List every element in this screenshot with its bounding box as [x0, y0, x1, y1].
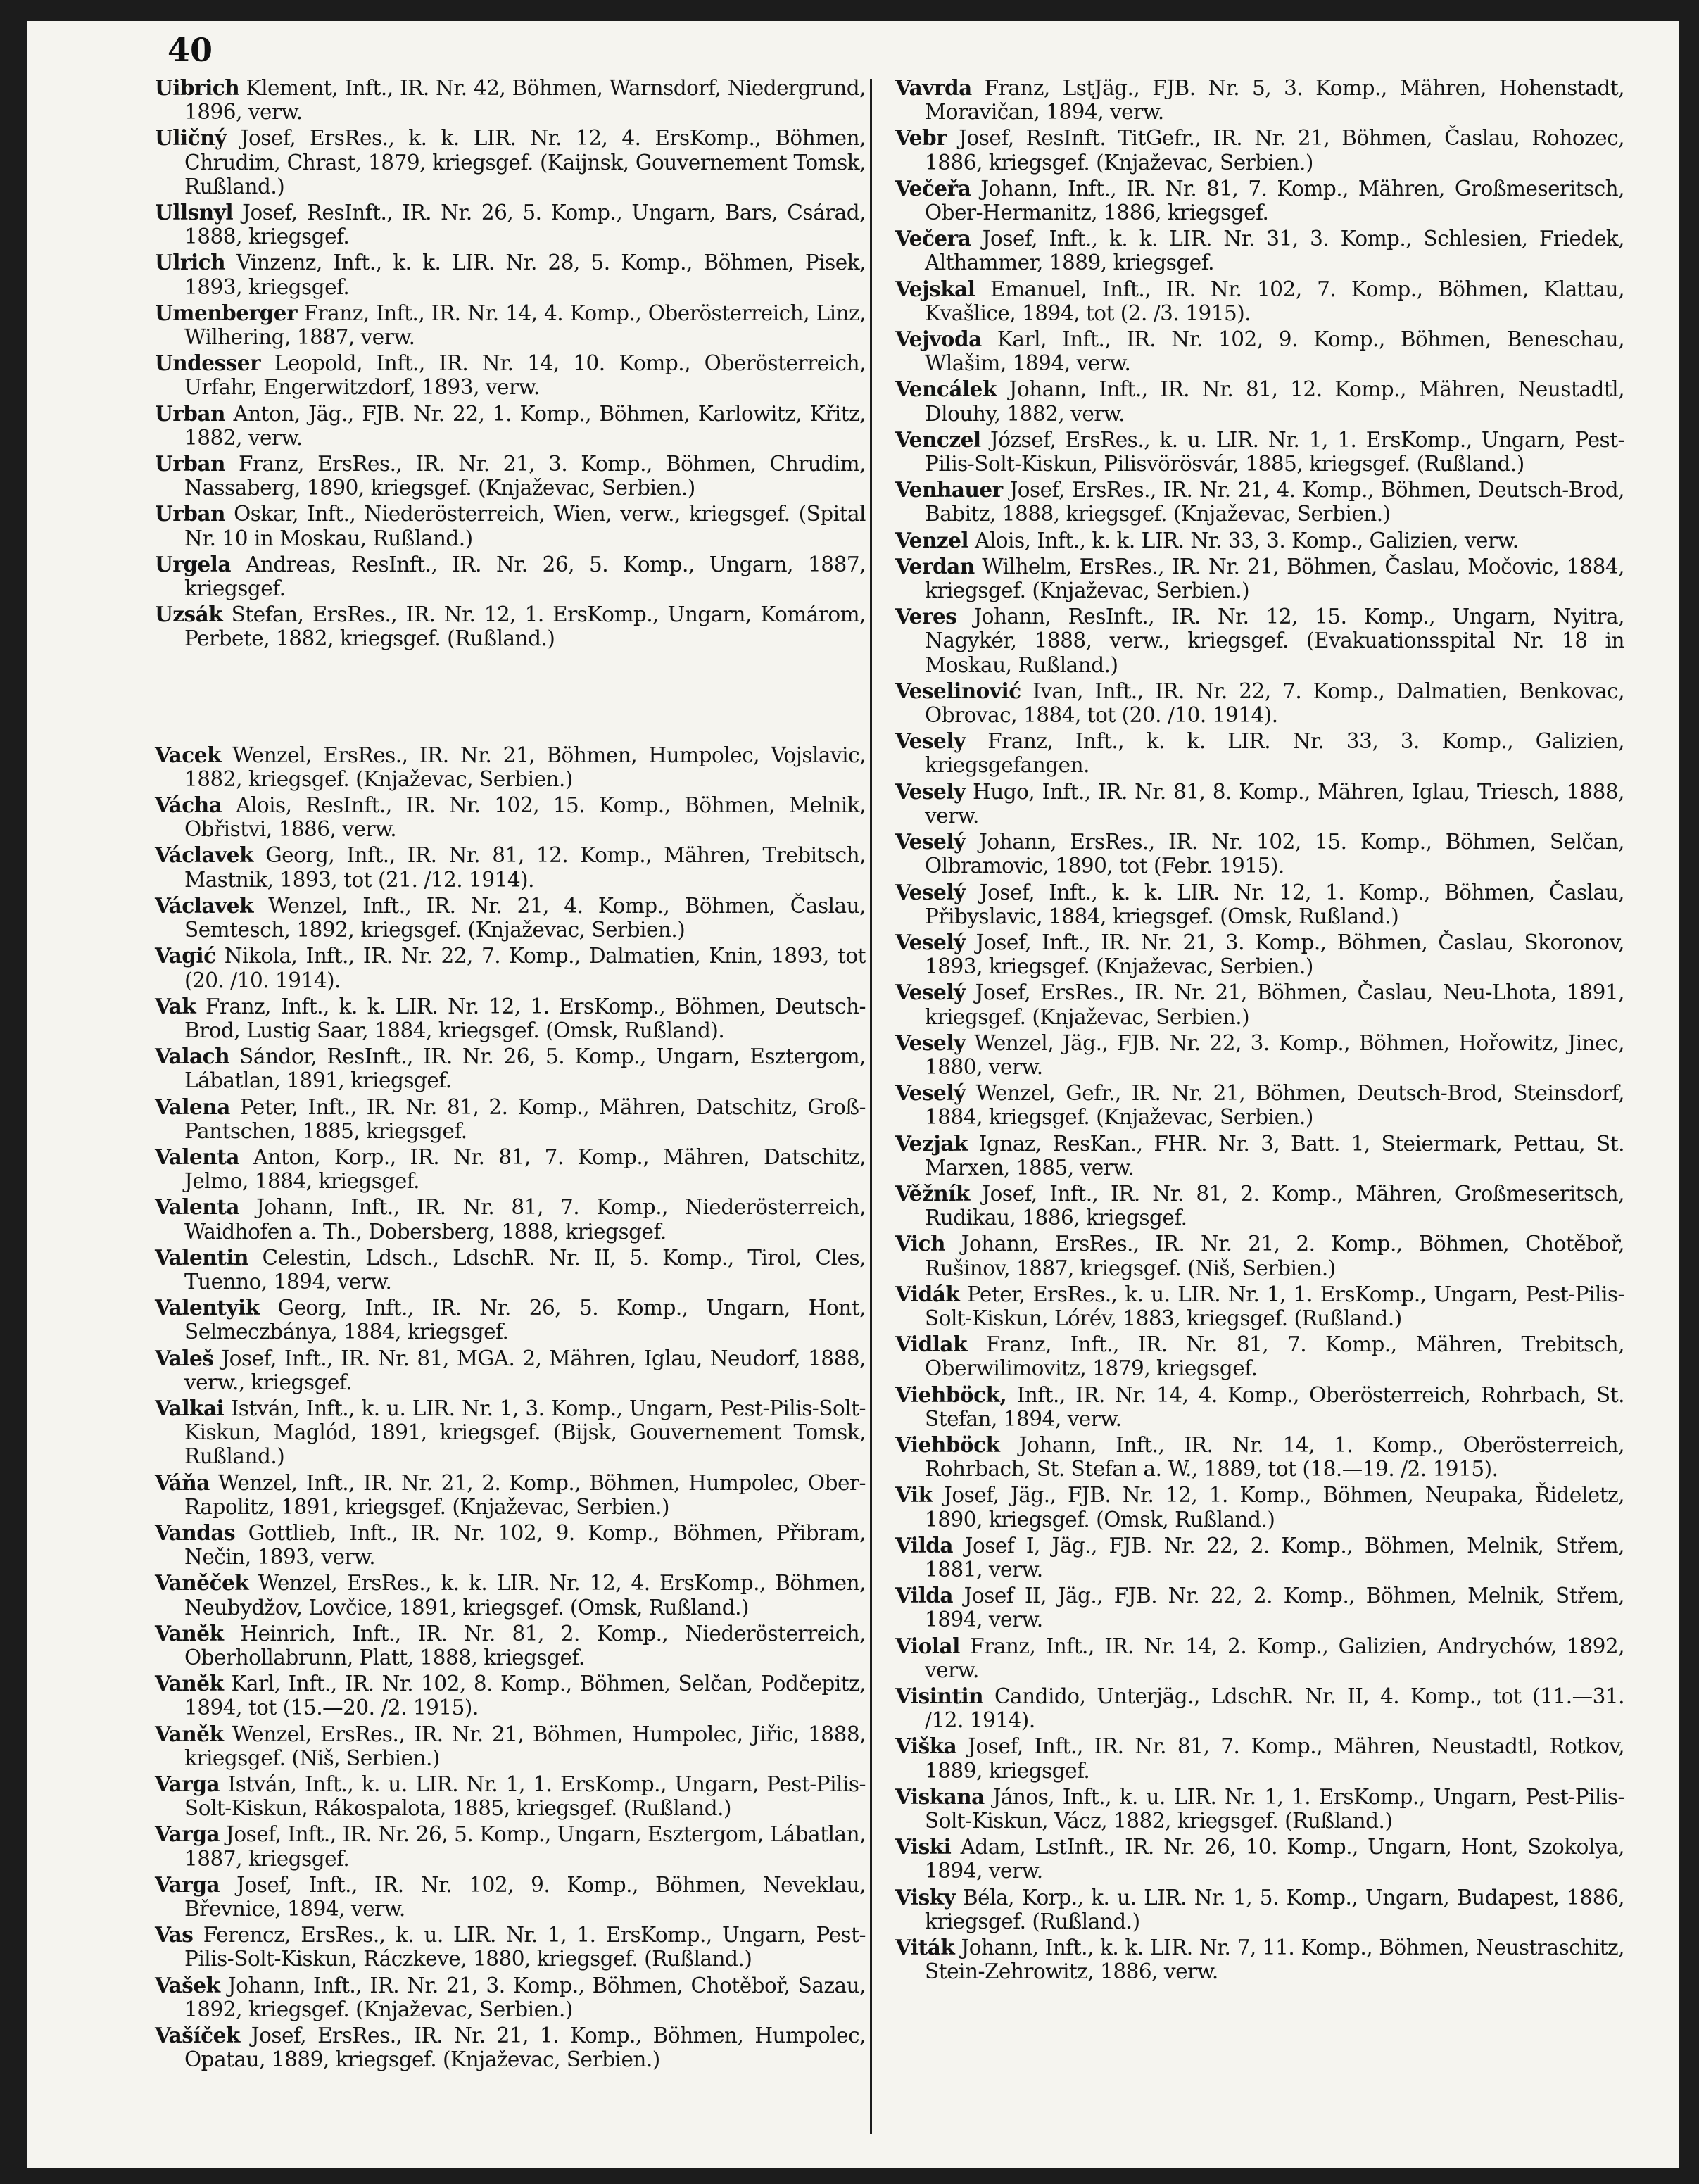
list-entry — [155, 1722, 866, 1770]
list-entry — [155, 1672, 866, 1719]
entry-surname: Vidlak — [895, 1332, 967, 1357]
entry-surname: Violal — [895, 1633, 960, 1658]
entry-details: Josef, Inft., k. k. LIR. Nr. 31, 3. Komp., Schlesien, Friedek, Althammer, 1889, kriegsgef. — [925, 227, 1624, 275]
entry-details: Franz, Inft., IR. Nr. 14, 2. Komp., Galizien, Andrychów, 1892, verw. — [925, 1634, 1624, 1682]
list-entry — [895, 1031, 1624, 1079]
list-entry — [155, 1145, 866, 1193]
entry-details: Anton, Jäg., FJB. Nr. 22, 1. Komp., Böhmen, Karlowitz, Křitz, 1882, verw. — [184, 401, 866, 450]
entry-details: József, ErsRes., k. u. LIR. Nr. 1, 1. ErsKomp., Ungarn, Pest-Pilis-Solt-Kiskun, Pilisvörösvár, 1885, kriegsgef. (Rußland.) — [925, 427, 1624, 476]
entry-details: Josef, ErsRes., IR. Nr. 21, 4. Komp., Böhmen, Deutsch-Brod, Babitz, 1888, kriegsgef. (Knjaževac, Serbien.) — [925, 478, 1624, 526]
entry-surname: Valentyik — [155, 1295, 260, 1320]
list-entry — [895, 227, 1624, 274]
entry-surname: Vebr — [895, 125, 947, 151]
list-entry — [155, 1772, 866, 1820]
entry-details: Emanuel, Inft., IR. Nr. 102, 7. Komp., Böhmen, Klattau, Kvašlice, 1894, tot (2. /3. 1915). — [925, 277, 1624, 325]
right-column — [895, 76, 1624, 1986]
list-entry — [155, 251, 866, 298]
list-entry — [155, 1521, 866, 1569]
entry-details: Wenzel, Gefr., IR. Nr. 21, Böhmen, Deutsch-Brod, Steinsdorf, 1884, kriegsgef. (Knjaževac, Serbien.) — [925, 1081, 1624, 1130]
list-entry — [895, 126, 1624, 174]
list-entry — [155, 894, 866, 942]
list-entry — [155, 553, 866, 600]
entry-surname: Valena — [155, 1094, 230, 1119]
list-entry — [155, 1296, 866, 1344]
entry-surname: Vaněček — [155, 1570, 249, 1596]
entry-details: Josef, Inft., IR. Nr. 102, 9. Komp., Böhmen, Neveklau, Břevnice, 1894, verw. — [184, 1872, 866, 1921]
entry-details: Wenzel, ErsRes., IR. Nr. 21, Böhmen, Humpolec, Jiřic, 1888, kriegsgef. (Niš, Serbien.) — [184, 1722, 866, 1770]
list-entry — [895, 1584, 1624, 1631]
entry-surname: Urban — [155, 501, 225, 526]
list-entry — [155, 1246, 866, 1294]
entry-surname: Valeš — [155, 1345, 214, 1370]
entry-surname: Vašek — [155, 1972, 220, 1997]
list-entry — [895, 428, 1624, 476]
list-entry — [895, 1684, 1624, 1732]
entry-surname: Ulrich — [155, 250, 226, 275]
entry-surname: Uličný — [155, 125, 227, 151]
list-entry — [895, 1835, 1624, 1883]
list-entry — [155, 502, 866, 550]
entry-details: Franz, ErsRes., IR. Nr. 21, 3. Komp., Böhmen, Chrudim, Nassaberg, 1890, kriegsgef. (Knjaževac, Serbien.) — [184, 452, 866, 500]
list-entry — [895, 478, 1624, 526]
entry-surname: Vejskal — [895, 276, 975, 301]
entry-surname: Vezjak — [895, 1130, 968, 1156]
list-entry — [895, 605, 1624, 677]
list-entry — [895, 1734, 1624, 1782]
entry-details: Wenzel, ErsRes., k. k. LIR. Nr. 12, 4. ErsKomp., Böhmen, Neubydžov, Lovčice, 1891, kriegsgef. (Omsk, Rußland.) — [184, 1571, 866, 1620]
entry-details: Karl, Inft., IR. Nr. 102, 8. Komp., Böhmen, Selčan, Podčepitz, 1894, tot (15.—20. /2. 1915). — [184, 1672, 866, 1720]
entry-surname: Uibrich — [155, 75, 240, 100]
entry-details: Josef, ErsRes., IR. Nr. 21, 1. Komp., Böhmen, Humpolec, Opatau, 1889, kriegsgef. (Knjaževac, Serbien.) — [184, 2024, 866, 2072]
list-entry — [895, 1282, 1624, 1330]
entry-details: Hugo, Inft., IR. Nr. 81, 8. Komp., Mähren, Iglau, Triesch, 1888, verw. — [925, 779, 1624, 828]
entry-surname: Uzsák — [155, 602, 223, 627]
column-divider — [870, 79, 872, 2134]
entry-surname: Verdan — [895, 553, 975, 579]
list-entry — [155, 793, 866, 841]
list-entry — [895, 1634, 1624, 1682]
list-entry — [155, 126, 866, 198]
list-entry — [895, 76, 1624, 124]
list-entry — [155, 402, 866, 450]
entry-surname: Vidák — [895, 1281, 960, 1306]
entry-details: Nikola, Inft., IR. Nr. 22, 7. Komp., Dalmatien, Knin, 1893, tot (20. /10. 1914). — [184, 944, 866, 992]
entry-surname: Valkai — [155, 1395, 225, 1420]
entry-details: Josef, Inft., IR. Nr. 26, 5. Komp., Ungarn, Esztergom, Lábatlan, 1887, kriegsgef. — [184, 1822, 866, 1871]
list-entry — [155, 1923, 866, 1971]
entry-details: Wenzel, Inft., IR. Nr. 21, 4. Komp., Böhmen, Časlau, Semtesch, 1892, kriegsgef. (Knjaževac, Serbien.) — [184, 893, 866, 942]
entry-details: Wenzel, ErsRes., IR. Nr. 21, Böhmen, Humpolec, Vojslavic, 1882, kriegsgef. (Knjaževac, Serbien.) — [184, 743, 866, 791]
list-entry — [155, 1044, 866, 1092]
list-entry — [895, 1132, 1624, 1180]
entry-surname: Václavek — [155, 892, 253, 918]
entry-surname: Veselý — [895, 1080, 966, 1106]
list-entry — [895, 327, 1624, 375]
entry-details: Adam, LstInft., IR. Nr. 26, 10. Komp., Ungarn, Hont, Szokolya, 1894, verw. — [925, 1835, 1624, 1883]
list-entry — [895, 880, 1624, 928]
list-entry — [155, 1571, 866, 1619]
entry-surname: Veselý — [895, 980, 966, 1005]
entry-details: Wenzel, Jäg., FJB. Nr. 22, 3. Komp., Böhmen, Hořowitz, Jinec, 1880, verw. — [925, 1030, 1624, 1079]
entry-surname: Vesely — [895, 1030, 966, 1055]
list-entry — [895, 1886, 1624, 1933]
entry-surname: Vagić — [155, 943, 216, 968]
entry-details: Josef II, Jäg., FJB. Nr. 22, 2. Komp., Böhmen, Melnik, Střem, 1894, verw. — [925, 1584, 1624, 1632]
entry-details: Josef, Inft., k. k. LIR. Nr. 12, 1. Komp., Böhmen, Časlau, Přibyslavic, 1884, kriegsgef. (Omsk, Rußland.) — [925, 880, 1624, 928]
entry-surname: Vandas — [155, 1520, 236, 1545]
entry-details: Josef I, Jäg., FJB. Nr. 22, 2. Komp., Böhmen, Melnik, Střem, 1881, verw. — [925, 1533, 1624, 1582]
entry-surname: Vencálek — [895, 377, 997, 402]
entry-details: Johann, Inft., IR. Nr. 14, 1. Komp., Oberösterreich, Rohrbach, St. Stefan a. W., 1889, tot (18.—19. /2. 1915). — [925, 1432, 1624, 1482]
entry-surname: Venzel — [895, 527, 969, 553]
entry-details: Georg, Inft., IR. Nr. 81, 12. Komp., Mähren, Trebitsch, Mastnik, 1893, tot (21. /12. 1914). — [184, 843, 866, 892]
entry-details: Georg, Inft., IR. Nr. 26, 5. Komp., Ungarn, Hont, Selmeczbánya, 1884, kriegsgef. — [184, 1296, 866, 1344]
entry-details: Wenzel, Inft., IR. Nr. 21, 2. Komp., Böhmen, Humpolec, Ober-Rapolitz, 1891, kriegsgef. (Knjaževac, Serbien.) — [184, 1470, 866, 1519]
list-entry — [895, 1383, 1624, 1431]
entry-surname: Viehböck — [895, 1432, 1000, 1457]
list-entry — [155, 995, 866, 1042]
list-entry — [155, 743, 866, 791]
list-entry — [895, 1232, 1624, 1280]
entry-details: Stefan, ErsRes., IR. Nr. 12, 1. ErsKomp., Ungarn, Komárom, Perbete, 1882, kriegsgef. (Rußland.) — [184, 602, 866, 651]
entry-surname: Varga — [155, 1772, 220, 1796]
entry-surname: Urban — [155, 400, 225, 426]
left-column — [155, 76, 866, 2073]
entry-surname: Urban — [155, 451, 225, 476]
list-entry — [155, 944, 866, 992]
list-entry — [895, 980, 1624, 1028]
entry-surname: Večeřa — [895, 175, 971, 201]
list-entry — [155, 1095, 866, 1143]
entry-details: Ivan, Inft., IR. Nr. 22, 7. Komp., Dalmatien, Benkovac, Obrovac, 1884, tot (20. /10. 1914). — [925, 678, 1624, 728]
entry-details: Johann, ResInft., IR. Nr. 12, 15. Komp., Ungarn, Nyitra, Nagykér, 1888, verw., kriegsgef. (Evakuationsspital Nr. 18 in Moskau, Rußland.) — [925, 605, 1624, 677]
entry-surname: Viška — [895, 1734, 957, 1759]
entry-surname: Viskana — [895, 1784, 985, 1809]
entry-details: Peter, Inft., IR. Nr. 81, 2. Komp., Mähren, Datschitz, Groß-Pantschen, 1885, kriegsgef. — [184, 1094, 866, 1143]
list-entry — [155, 843, 866, 891]
list-entry — [155, 1974, 866, 2021]
list-entry — [155, 301, 866, 349]
entry-surname: Veselý — [895, 829, 966, 854]
entry-surname: Vik — [895, 1482, 933, 1508]
entry-surname: Vavrda — [895, 75, 972, 100]
entry-surname: Urgela — [155, 551, 231, 576]
entry-surname: Valenta — [155, 1144, 239, 1169]
entry-surname: Undesser — [155, 351, 261, 376]
entry-surname: Vilda — [895, 1583, 954, 1608]
entry-details: Johann, ErsRes., IR. Nr. 21, 2. Komp., Böhmen, Chotěboř, Rušinov, 1887, kriegsgef. (Niš, Serbien.) — [925, 1232, 1624, 1280]
list-entry — [155, 2024, 866, 2071]
entry-details: Josef, Jäg., FJB. Nr. 12, 1. Komp., Böhmen, Neupaka, Řideletz, 1890, kriegsgef. (Omsk, Rußland.) — [925, 1483, 1624, 1532]
entry-surname: Varga — [155, 1871, 220, 1897]
list-entry — [155, 1622, 866, 1669]
list-entry — [155, 1873, 866, 1921]
list-entry — [895, 1182, 1624, 1230]
entry-details: Josef, Inft., IR. Nr. 81, 2. Komp., Mähren, Großmeseritsch, Rudikau, 1886, kriegsgef. — [925, 1181, 1624, 1230]
entry-surname: Varga — [155, 1822, 220, 1847]
list-entry — [895, 555, 1624, 602]
entry-details: István, Inft., k. u. LIR. Nr. 1, 1. ErsKomp., Ungarn, Pest-Pilis-Solt-Kiskun, Rákospalota, 1885, kriegsgef. (Rußland.) — [184, 1772, 866, 1821]
entry-surname: Viták — [895, 1935, 955, 1960]
entry-details: Josef, Inft., IR. Nr. 81, MGA. 2, Mähren, Iglau, Neudorf, 1888, verw., kriegsgef. — [184, 1346, 866, 1394]
entry-details: Alois, ResInft., IR. Nr. 102, 15. Komp., Böhmen, Melnik, Obřistvi, 1886, verw. — [184, 793, 866, 842]
list-entry — [155, 76, 866, 124]
section-gap — [155, 653, 866, 743]
entry-surname: Valach — [155, 1044, 230, 1069]
list-entry — [155, 1396, 866, 1469]
entry-surname: Vesely — [895, 778, 966, 804]
entry-details: Franz, LstJäg., FJB. Nr. 5, 3. Komp., Mähren, Hohenstadt, Moravičan, 1894, verw. — [925, 76, 1624, 125]
list-entry — [895, 830, 1624, 878]
list-entry — [895, 679, 1624, 727]
entry-surname: Vich — [895, 1231, 945, 1256]
document-page — [27, 21, 1679, 2168]
entry-surname: Vilda — [895, 1532, 954, 1558]
entry-surname: Viehböck, — [895, 1382, 1007, 1407]
list-entry — [155, 1471, 866, 1519]
list-entry — [895, 1785, 1624, 1833]
entry-details: Alois, Inft., k. k. LIR. Nr. 33, 3. Komp., Galizien, verw. — [975, 528, 1519, 553]
entry-surname: Vesely — [895, 728, 966, 754]
entry-surname: Vaněk — [155, 1721, 224, 1746]
entry-details: Béla, Korp., k. u. LIR. Nr. 1, 5. Komp., Ungarn, Budapest, 1886, kriegsgef. (Rußland.) — [925, 1885, 1624, 1933]
list-entry — [895, 1433, 1624, 1481]
entry-details: Gottlieb, Inft., IR. Nr. 102, 9. Komp., Böhmen, Přibram, Nečin, 1893, verw. — [184, 1520, 866, 1570]
entry-details: Franz, Inft., k. k. LIR. Nr. 12, 1. ErsKomp., Böhmen, Deutsch-Brod, Lustig Saar, 1884, kriegsgef. (Omsk, Rußland). — [184, 994, 866, 1042]
entry-details: Johann, Inft., IR. Nr. 81, 7. Komp., Niederösterreich, Waidhofen a. Th., Dobersberg, 1888, kriegsgef. — [184, 1195, 866, 1244]
entry-surname: Vak — [155, 993, 196, 1018]
list-entry — [895, 930, 1624, 978]
entry-surname: Vas — [155, 1922, 194, 1948]
entry-details: Johann, ErsRes., IR. Nr. 102, 15. Komp., Böhmen, Selčan, Olbramovic, 1890, tot (Febr. 1915). — [925, 830, 1624, 878]
entry-surname: Venczel — [895, 427, 981, 452]
entry-details: Sándor, ResInft., IR. Nr. 26, 5. Komp., Ungarn, Esztergom, Lábatlan, 1891, kriegsgef. — [184, 1044, 866, 1093]
entry-surname: Veselinović — [895, 678, 1021, 703]
entry-details: Josef, Inft., IR. Nr. 21, 3. Komp., Böhmen, Časlau, Skoronov, 1893, kriegsgef. (Knjaževac, Serbien.) — [925, 930, 1624, 979]
entry-details: István, Inft., k. u. LIR. Nr. 1, 3. Komp., Ungarn, Pest-Pilis-Solt-Kiskun, Maglód, 1891, kriegsgef. (Bijsk, Gouvernement Tomsk, Rußland.) — [184, 1396, 866, 1469]
list-entry — [895, 1936, 1624, 1983]
entry-details: Candido, Unterjäg., LdschR. Nr. II, 4. Komp., tot (11.—31. /12. 1914). — [925, 1684, 1624, 1733]
entry-surname: Václavek — [155, 842, 253, 868]
list-entry — [895, 1332, 1624, 1380]
entry-details: Johann, Inft., IR. Nr. 81, 7. Komp., Mähren, Großmeseritsch, Ober-Hermanitz, 1886, kriegsgef. — [925, 176, 1624, 225]
entry-surname: Veres — [895, 604, 957, 629]
entry-details: Franz, Inft., IR. Nr. 14, 4. Komp., Oberösterreich, Linz, Wilhering, 1887, verw. — [184, 301, 866, 350]
entry-details: Andreas, ResInft., IR. Nr. 26, 5. Komp., Ungarn, 1887, kriegsgef. — [184, 552, 866, 601]
entry-surname: Venhauer — [895, 477, 1003, 503]
entry-details: János, Inft., k. u. LIR. Nr. 1, 1. ErsKomp., Ungarn, Pest-Pilis-Solt-Kiskun, Vácz, 1882, kriegsgef. (Rußland.) — [925, 1784, 1624, 1833]
entry-details: Johann, Inft., IR. Nr. 21, 3. Komp., Böhmen, Chotěboř, Sazau, 1892, kriegsgef. (Knjaževac, Serbien.) — [184, 1973, 866, 2021]
entry-details: Karl, Inft., IR. Nr. 102, 9. Komp., Böhmen, Beneschau, Wlašim, 1894, verw. — [925, 327, 1624, 376]
entry-surname: Visintin — [895, 1684, 984, 1708]
list-entry — [895, 780, 1624, 828]
entry-details: Josef, ResInft., IR. Nr. 26, 5. Komp., Ungarn, Bars, Csárad, 1888, kriegsgef. — [184, 201, 866, 249]
list-entry — [895, 377, 1624, 425]
entry-details: Inft., IR. Nr. 14, 4. Komp., Oberösterreich, Rohrbach, St. Stefan, 1894, verw. — [925, 1382, 1624, 1431]
entry-details: Ferencz, ErsRes., k. u. LIR. Nr. 1, 1. ErsKomp., Ungarn, Pest-Pilis-Solt-Kiskun, Ráczkeve, 1880, kriegsgef. (Rußland.) — [184, 1923, 866, 1971]
entry-surname: Vácha — [155, 793, 222, 818]
entry-surname: Večera — [895, 226, 971, 251]
entry-details: Franz, Inft., IR. Nr. 81, 7. Komp., Mähren, Trebitsch, Oberwilimovitz, 1879, kriegsgef. — [925, 1332, 1624, 1381]
list-entry — [895, 1534, 1624, 1582]
entry-surname: Vaněk — [155, 1671, 224, 1696]
entry-details: Johann, Inft., k. k. LIR. Nr. 7, 11. Komp., Böhmen, Neustraschitz, Stein-Zehrowitz, 1886, verw. — [925, 1936, 1624, 1984]
list-entry — [895, 529, 1624, 553]
list-entry — [895, 177, 1624, 225]
entry-details: Heinrich, Inft., IR. Nr. 81, 2. Komp., Niederösterreich, Oberhollabrunn, Platt, 1888, kriegsgef. — [184, 1621, 866, 1669]
entry-details: Oskar, Inft., Niederösterreich, Wien, verw., kriegsgef. (Spital Nr. 10 in Moskau, Rußland.) — [184, 502, 866, 550]
entry-surname: Visky — [895, 1884, 956, 1910]
entry-details: Josef, Inft., IR. Nr. 81, 7. Komp., Mähren, Neustadtl, Rotkov, 1889, kriegsgef. — [925, 1734, 1624, 1783]
entry-details: Ignaz, ResKan., FHR. Nr. 3, Batt. 1, Steiermark, Pettau, St. Marxen, 1885, verw. — [925, 1131, 1624, 1180]
entry-details: Klement, Inft., IR. Nr. 42, Böhmen, Warnsdorf, Niedergrund, 1896, verw. — [184, 76, 866, 125]
list-entry — [895, 277, 1624, 325]
entry-surname: Věžník — [895, 1180, 970, 1206]
entry-surname: Vejvoda — [895, 327, 982, 352]
entry-surname: Valentin — [155, 1244, 248, 1270]
entry-surname: Vašíček — [155, 2023, 240, 2048]
list-entry — [895, 1483, 1624, 1531]
list-entry — [895, 729, 1624, 777]
entry-surname: Ullsnyl — [155, 200, 234, 225]
list-entry — [155, 452, 866, 500]
entry-details: Josef, ErsRes., IR. Nr. 21, Böhmen, Časlau, Neu-Lhota, 1891, kriegsgef. (Knjaževac, Serbien.) — [925, 980, 1624, 1029]
list-entry — [155, 1346, 866, 1394]
entry-surname: Vacek — [155, 742, 221, 767]
list-entry — [155, 351, 866, 399]
entry-surname: Veselý — [895, 929, 966, 954]
entry-details: Leopold, Inft., IR. Nr. 14, 10. Komp., Oberösterreich, Urfahr, Engerwitzdorf, 1893, verw. — [184, 351, 866, 400]
entry-details: Josef, ErsRes., k. k. LIR. Nr. 12, 4. ErsKomp., Böhmen, Chrudim, Chrast, 1879, kriegsgef. (Kaijnsk, Gouvernement Tomsk, Rußland.) — [184, 126, 866, 198]
entry-details: Josef, ResInft. TitGefr., IR. Nr. 21, Böhmen, Časlau, Rohozec, 1886, kriegsgef. (Knjaževac, Serbien.) — [925, 126, 1624, 175]
entry-details: Anton, Korp., IR. Nr. 81, 7. Komp., Mähren, Datschitz, Jelmo, 1884, kriegsgef. — [184, 1144, 866, 1194]
entry-details: Wilhelm, ErsRes., IR. Nr. 21, Böhmen, Časlau, Močovic, 1884, kriegsgef. (Knjaževac, Serbien.) — [925, 554, 1624, 603]
entry-details: Celestin, Ldsch., LdschR. Nr. II, 5. Komp., Tirol, Cles, Tuenno, 1894, verw. — [184, 1245, 866, 1294]
page-number: 40 — [168, 31, 213, 69]
entry-details: Vinzenz, Inft., k. k. LIR. Nr. 28, 5. Komp., Böhmen, Pisek, 1893, kriegsgef. — [184, 251, 866, 299]
entry-details: Franz, Inft., k. k. LIR. Nr. 33, 3. Komp., Galizien, kriegsgefangen. — [925, 729, 1624, 778]
entry-surname: Veselý — [895, 879, 966, 904]
entry-surname: Vaněk — [155, 1620, 224, 1646]
entry-surname: Váňa — [155, 1470, 210, 1495]
entry-details: Johann, Inft., IR. Nr. 81, 12. Komp., Mähren, Neustadtl, Dlouhy, 1882, verw. — [925, 377, 1624, 426]
list-entry — [155, 201, 866, 248]
list-entry — [155, 1195, 866, 1243]
entry-surname: Umenberger — [155, 300, 298, 325]
entry-details: Peter, ErsRes., k. u. LIR. Nr. 1, 1. ErsKomp., Ungarn, Pest-Pilis-Solt-Kiskun, Lórév, 1883, kriegsgef. (Rußland.) — [925, 1282, 1624, 1330]
list-entry — [155, 1822, 866, 1870]
entry-surname: Valenta — [155, 1194, 239, 1220]
list-entry — [895, 1081, 1624, 1129]
entry-surname: Viski — [895, 1834, 952, 1860]
list-entry — [155, 602, 866, 650]
